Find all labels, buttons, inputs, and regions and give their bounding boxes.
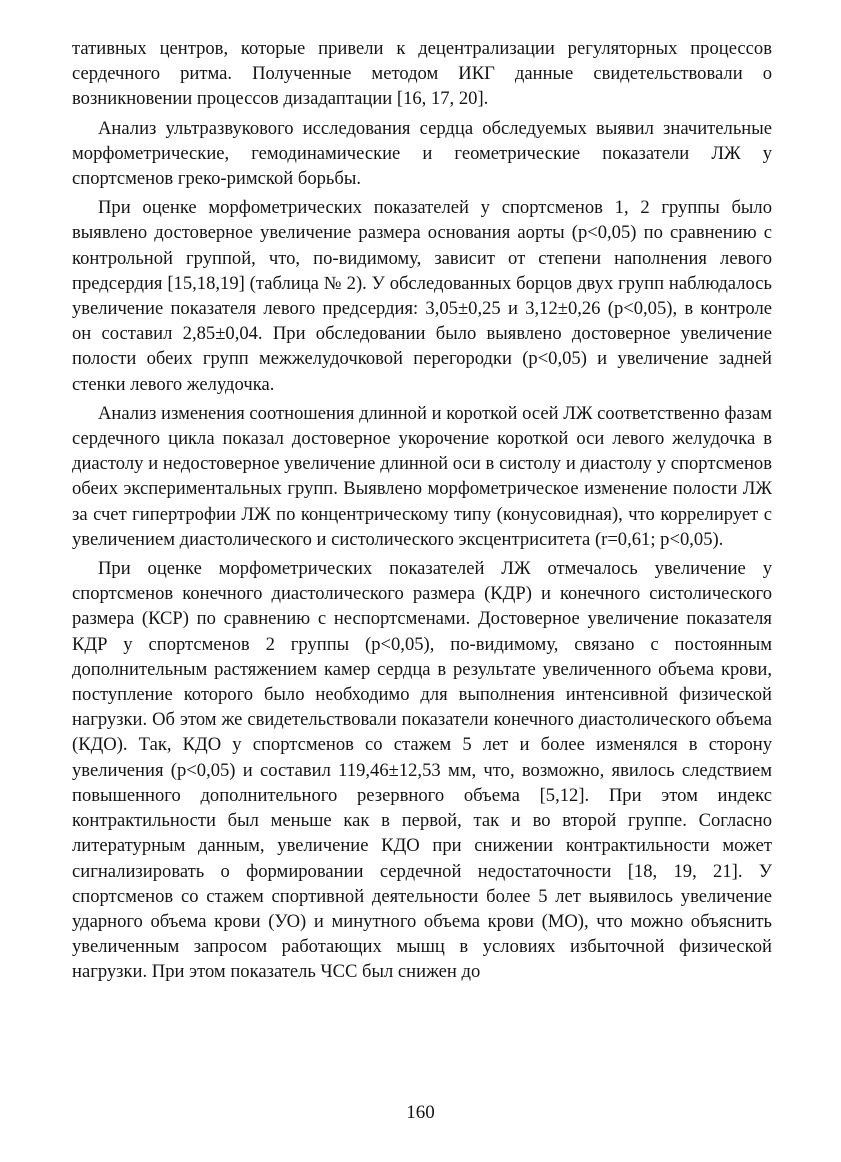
page-number: 160: [406, 1102, 435, 1123]
paragraph-2: Анализ ультразвукового исследования сердца обследуемых выявил значительные морфометрические, гемодинамические и геометрические показатели ЛЖ у спортсменов греко-римской борьбы.: [72, 117, 772, 190]
paragraph-1: тативных центров, которые привели к децентрализации регуляторных процессов сердечного ритма. Полученные методом ИКГ данные свидетельствовали о возникновении процессов дизадаптации [16, 17, 20].: [72, 38, 772, 110]
page-body: [72, 36, 772, 985]
paragraph-3: При оценке морфометрических показателей у спортсменов 1, 2 группы было выявлено достоверное увеличение размера основания аорты (p<0,05) по сравнению с контрольной группой, что, по-видимому, зависит от степени наполнения левого предсердия [15,18,19] (таблица № 2). У обследованных борцов двух групп наблюдалось увеличение показателя левого предсердия: 3,05±0,25 и 3,12±0,26 (p<0,05), в контроле он составил 2,85±0,04. При обследовании было выявлено достоверное увеличение полости обеих групп межжелудочковой перегородки (p<0,05) и увеличение задней стенки левого желудочка.: [72, 197, 772, 395]
paragraph-5: При оценке морфометрических показателей ЛЖ отмечалось увеличение у спортсменов конечного диастолического размера (КДР) и конечного систолического размера (КСР) по сравнению с неспортсменами. Достоверное увеличение показателя КДР у спортсменов 2 группы (p<0,05), по-видимому, связано с постоянным дополнительным растяжением камер сердца в результате увеличенного объема крови, поступление которого было необходимо для выполнения интенсивной физической нагрузки. Об этом же свидетельствовали показатели конечного диастолического объема (КДО). Так, КДО у спортсменов со стажем 5 лет и более изменялся в сторону увеличения (p<0,05) и составил 119,46±12,53 мм, что, возможно, явилось следствием повышенного дополнительного резервного объема [5,12]. При этом индекс контрактильности был меньше как в первой, так и во второй группе. Согласно литературным данным, увеличение КДО при снижении контрактильности может сигнализировать о формировании сердечной недостаточности [18, 19, 21]. У спортсменов со стажем спортивной деятельности более 5 лет выявилось увеличение ударного объема крови (УО) и минутного объема крови (МО), что можно объяснить увеличенным запросом работающих мышц в условиях избыточной физической нагрузки. При этом показатель ЧСС был снижен до: [72, 558, 772, 983]
paragraph-4: Анализ изменения соотношения длинной и короткой осей ЛЖ соответственно фазам сердечного цикла показал достоверное укорочение короткой оси левого желудочка в диастолу и недостоверное увеличение длинной оси в систолу и диастолу у спортсменов обеих экспериментальных групп. Выявлено морфометрическое изменение полости ЛЖ за счет гипертрофии ЛЖ по концентрическому типу (конусовидная), что коррелирует с увеличением диастолического и систолического эксцентриситета (r=0,61; p<0,05).: [72, 402, 772, 550]
